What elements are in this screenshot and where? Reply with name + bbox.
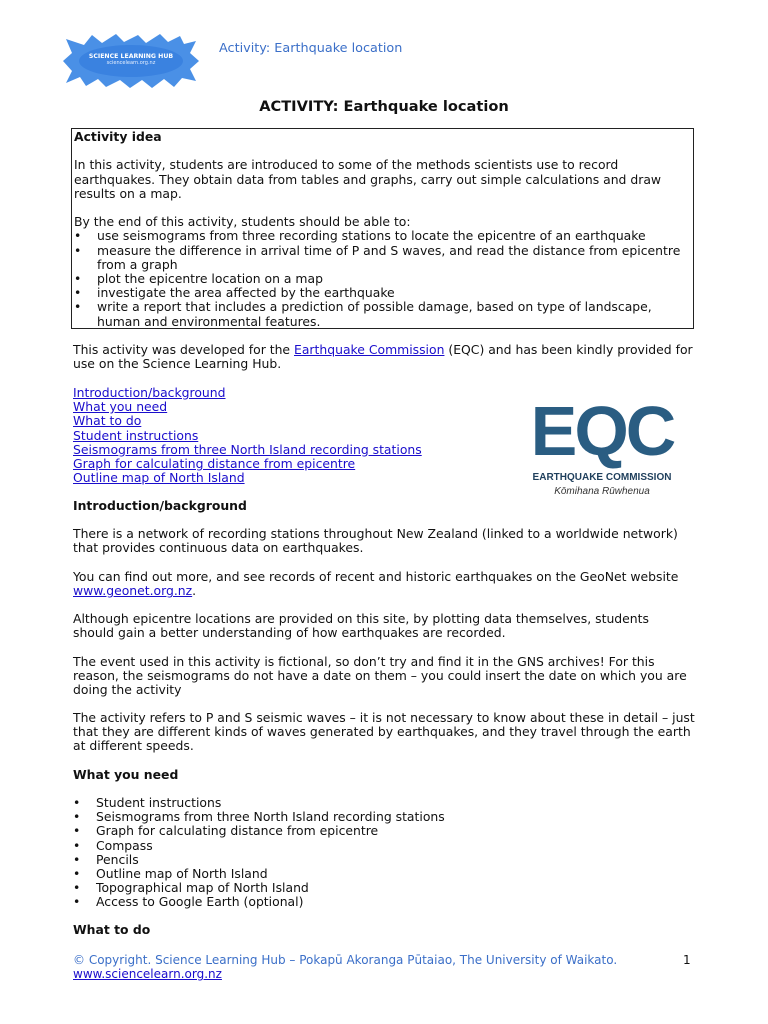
developed-for-paragraph <box>73 343 693 371</box>
header-title: Activity: Earthquake location <box>219 41 403 56</box>
link-student-instructions[interactable]: Student instructions <box>73 427 199 443</box>
intro-heading: Introduction/background <box>73 498 247 513</box>
need-heading: What you need <box>73 767 179 782</box>
footer-url-link[interactable]: www.sciencelearn.org.nz <box>73 967 222 981</box>
intro-p4: The event used in this activity is fictional, so don’t try and find it in the GNS archives! For this reason, the seismograms do not have a date on them – you could insert the date on which you are doing the activity <box>73 654 687 698</box>
eqc-name: EARTHQUAKE COMMISSION <box>532 472 672 483</box>
list-item: • plot the epicentre location on a map <box>74 272 691 286</box>
list-item: • Access to Google Earth (optional) <box>73 895 693 909</box>
list-item: • investigate the area affected by the earthquake <box>74 286 691 300</box>
geonet-link[interactable]: www.geonet.org.nz <box>73 583 193 599</box>
developed-post: (EQC) and has been kindly provided for use on the Science Learning Hub. <box>73 342 693 372</box>
link-what-you-need[interactable]: What you need <box>73 399 168 415</box>
activity-idea-box <box>71 128 694 329</box>
footer <box>73 953 617 981</box>
eqc-link[interactable]: Earthquake Commission <box>294 342 445 357</box>
science-learning-hub-logo[interactable] <box>62 33 200 89</box>
intro-p2-post: . <box>192 583 197 599</box>
intro-p2 <box>73 570 693 598</box>
outcomes-list <box>74 229 691 328</box>
list-item: • Seismograms from three North Island recording stations <box>73 810 693 824</box>
eqc-letters: EQC <box>530 392 674 470</box>
section-links <box>73 386 422 485</box>
list-item: • Compass <box>73 839 693 853</box>
logo-subtext: sciencelearn.org.nz <box>106 60 156 66</box>
link-graph[interactable]: Graph for calculating distance from epicentre <box>73 456 356 472</box>
eqc-maori-name: Kōmihana Rūwhenua <box>554 486 650 497</box>
intro-p2-pre: You can find out more, and see records of recent and historic earthquakes on the GeoNet website <box>73 569 679 584</box>
list-item: • Pencils <box>73 853 693 867</box>
activity-idea-heading: Activity idea <box>74 129 162 144</box>
list-item: • write a report that includes a prediction of possible damage, based on type of landscape, human and environmental features. <box>74 300 691 328</box>
footer-copyright: © Copyright. Science Learning Hub – Pokapū Akoranga Pūtaiao, The University of Waikato. <box>73 953 618 967</box>
logo-text: SCIENCE LEARNING HUB <box>88 53 174 60</box>
link-what-to-do[interactable]: What to do <box>73 413 142 429</box>
list-item: • Graph for calculating distance from epicentre <box>73 824 693 838</box>
list-item: • measure the difference in arrival time of P and S waves, and read the distance from epicentre from a graph <box>74 244 691 272</box>
eqc-logo <box>517 392 687 504</box>
outcomes-lead: By the end of this activity, students should be able to: <box>74 214 411 230</box>
activity-idea-intro: In this activity, students are introduced to some of the methods scientists use to record earthquakes. They obtain data from tables and graphs, carry out simple calculations and draw results on a map. <box>74 157 662 201</box>
intro-p1: There is a network of recording stations throughout New Zealand (linked to a worldwide network) that provides continuous data on earthquakes. <box>73 526 678 556</box>
list-item: • Student instructions <box>73 796 693 810</box>
list-item: • use seismograms from three recording stations to locate the epicentre of an earthquake <box>74 229 691 243</box>
link-outline-map[interactable]: Outline map of North Island <box>73 470 245 486</box>
need-list <box>73 796 693 910</box>
list-item: • Topographical map of North Island <box>73 881 693 895</box>
document-title: ACTIVITY: Earthquake location <box>259 98 509 115</box>
todo-heading: What to do <box>73 922 151 937</box>
page-number: 1 <box>683 953 691 967</box>
link-seismograms[interactable]: Seismograms from three North Island recording stations <box>73 441 422 457</box>
intro-p3: Although epicentre locations are provided on this site, by plotting data themselves, students should gain a better understanding of how earthquakes are recorded. <box>73 611 649 641</box>
intro-p5: The activity refers to P and S seismic waves – it is not necessary to know about these in detail – just that they are different kinds of waves generated by earthquakes, and they travel through the earth at different speeds. <box>73 710 695 754</box>
list-item: • Outline map of North Island <box>73 867 693 881</box>
link-introduction[interactable]: Introduction/background <box>73 385 226 400</box>
developed-pre: This activity was developed for the <box>73 342 294 357</box>
